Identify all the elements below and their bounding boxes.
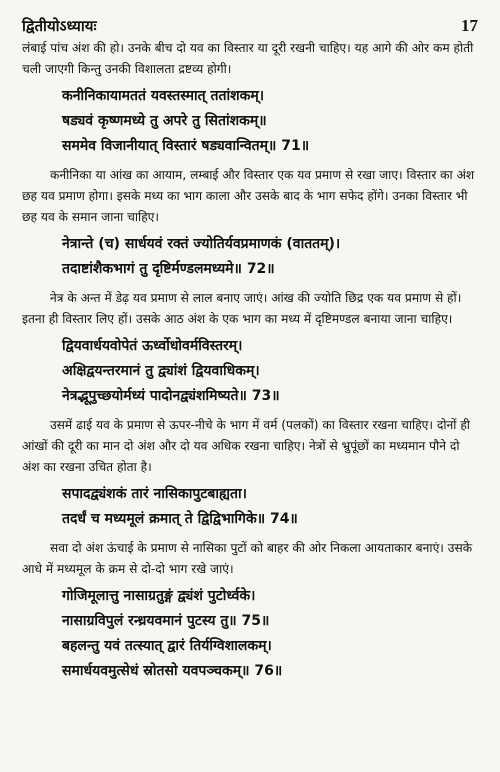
- verse-line: नेत्रान्ते (च) सार्धयवं रक्तं ज्योतिर्यवप्रमाणकं (वाततम्)।: [62, 236, 341, 252]
- sanskrit-verse: [22, 584, 478, 684]
- verse-line: नेत्रद्भूपुच्छयोर्मध्यं पादोनद्व्यंशमिष्यते॥ 73॥: [62, 388, 280, 404]
- sanskrit-verse: [22, 84, 478, 159]
- verse-line: कनीनिकायामततं यवस्तस्मात् ततांशकम्।: [62, 88, 265, 104]
- verse-line: सममेव विजानीयात् विस्तारं षड्यवान्वितम्॥ 71॥: [62, 138, 310, 154]
- verse-line: समार्धयवमुत्सेधं स्रोतसो यवपञ्चकम्॥ 76॥: [62, 663, 283, 679]
- prose-paragraph: नेत्र के अन्त में डेढ़ यव प्रमाण से लाल बनाए जाएं। आंख की ज्योति छिद्र एक यव प्रमाण से हों। इतना ही विस्तार लिए हों। उसके आठ अंश के एक भाग का मध्य में दृष्टिमण्डल बनाया जाना चाहिए।: [22, 291, 462, 326]
- sanskrit-verse: [22, 232, 478, 282]
- page-number: 17: [461, 16, 478, 35]
- sanskrit-verse: [22, 482, 478, 532]
- verse-line: षड्यवं कृष्णमध्ये तु अपरे तु सितांशकम्॥: [62, 113, 267, 129]
- verse-line: गोजिमूलात्तु नासाग्रतुङ्गं द्व्यंशं पुटोर्ध्वके।: [62, 588, 256, 604]
- page-content: [22, 38, 478, 684]
- verse-line: तदर्धं च मध्यमूलं क्रमात् ते द्विद्विभागिके॥ 74॥: [62, 511, 298, 527]
- verse-line: तदाष्टांशैकभागं तु दृष्टिर्मण्डलमध्यमे॥ 72॥: [62, 261, 275, 277]
- verse-line: बहलन्तु यवं तत्स्यात् द्वारं तिर्यग्विशालकम्।: [62, 638, 272, 654]
- verse-line: सपादद्व्यंशकं तारं नासिकापुटबाह्यता।: [62, 486, 247, 502]
- prose-paragraph: लंबाई पांच अंश की हो। उनके बीच दो यव का विस्तार या दूरी रखनी चाहिए। यह आगे की ओर कम होती चली जाएगी किन्तु उनकी विशालता द्रष्टव्य होगी।: [22, 41, 474, 76]
- chapter-title: द्वितीयोऽध्यायः: [22, 17, 97, 35]
- verse-line: अक्षिद्वयन्तरमानं तु द्व्यांशं द्वियवाधिकम्।: [62, 363, 260, 379]
- verse-line: नासाग्रविपुलं रन्ध्रयवमानं पुटस्य तु॥ 75॥: [62, 613, 270, 629]
- prose-paragraph: उसमें ढाई यव के प्रमाण से ऊपर-नीचे के भाग में वर्म (पलकों) का विस्तार रखना चाहिए। दोनों ही आंखों की दूरी का मान दो अंश और दो यव अधिक रखना चाहिए। नेत्रों से भ्रुपूंछों का मध्यमान पौने दो अंश का रखना उचित होता है।: [22, 418, 470, 474]
- prose-paragraph: सवा दो अंश ऊंचाई के प्रमाण से नासिका पुटों को बाहर की ओर निकला आयताकार बनाएं। उसके आधे में मध्यमूल के क्रम से दो-दो भाग रखे जाएं।: [22, 541, 473, 576]
- prose-paragraph: कनीनिका या आंख का आयाम, लम्बाई और विस्तार एक यव प्रमाण से रखा जाए। विस्तार का अंश छह यव प्रमाण होगा। इसके मध्य का भाग काला और उसके बाद के भाग सफेद होंगे। उनका विस्तार भी छह यव के समान जाना चाहिए।: [22, 168, 475, 224]
- verse-line: द्वियवार्धयवोपेतं ऊर्ध्वोधोवर्मविस्तरम्।: [62, 338, 243, 354]
- sanskrit-verse: [22, 334, 478, 409]
- page-header: [22, 12, 478, 36]
